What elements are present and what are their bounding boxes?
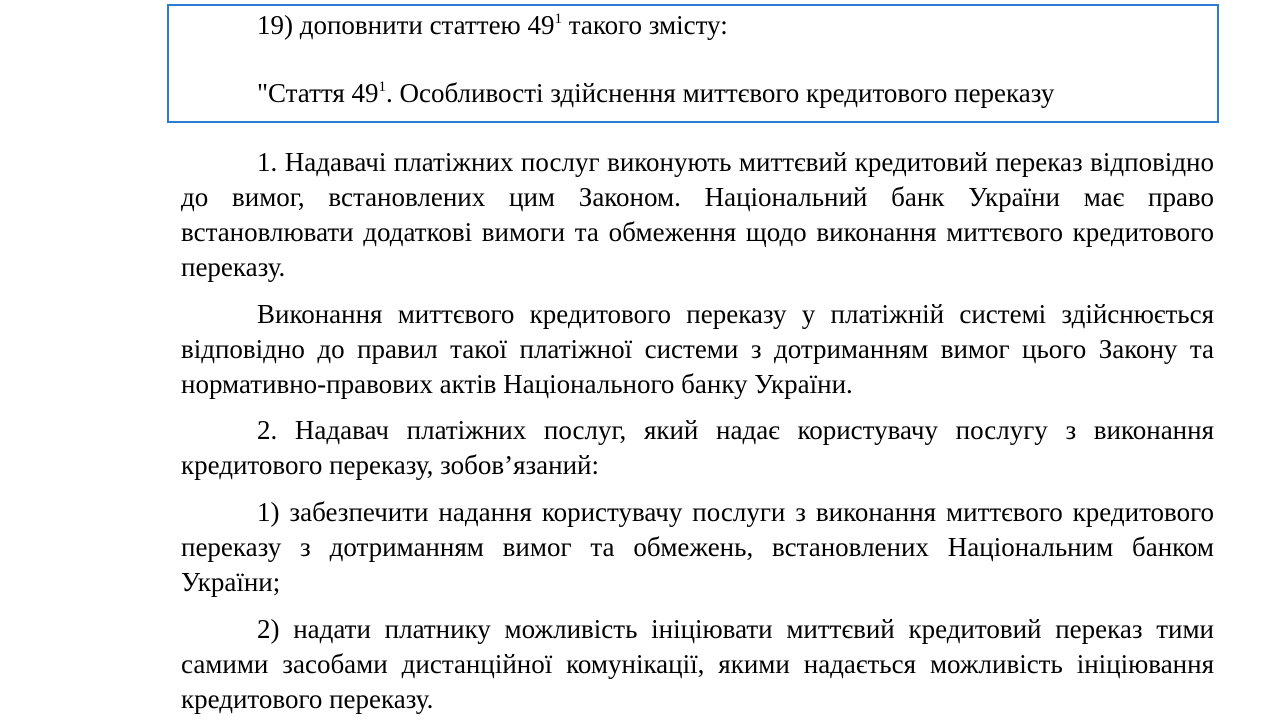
paragraph-2: Виконання миттєвого кредитового переказу у платіжній системі здійснюється відповідно до правил такої платіжної системи з дотриманням вимог цього Закону та нормативно-правових актів Національного банку України. xyxy=(181,299,1214,399)
amendment-instruction-text: 19) доповнити статтею 49 xyxy=(257,10,555,40)
amendment-instruction-suffix: такого змісту: xyxy=(561,10,728,40)
article-title-superscript: 1 xyxy=(378,79,386,95)
article-superscript: 1 xyxy=(554,11,562,27)
paragraph-1: 1. Надавачі платіжних послуг виконують миттєвий кредитовий переказ відповідно до вимог, встановлених цим Законом. Національний банк України має право встановлювати додаткові вимоги та обмеження щодо виконання миттєвого кредитового переказу. xyxy=(181,147,1214,282)
paragraph-5: 2) надати платнику можливість ініціювати миттєвий кредитовий переказ тими самими засобами дистанційної комунікації, якими надається можливість ініціювання кредитового переказу. xyxy=(181,614,1214,714)
article-title xyxy=(257,76,1054,110)
paragraph-3: 2. Надавач платіжних послуг, який надає користувачу послугу з виконання кредитового переказу, зобов’язаний: xyxy=(181,415,1214,480)
article-title-prefix: "Стаття 49 xyxy=(257,78,379,108)
article-title-suffix: . Особливості здійснення миттєвого кредитового переказу xyxy=(386,78,1055,108)
paragraph-4: 1) забезпечити надання користувачу послуги з виконання миттєвого кредитового переказу з дотриманням вимог та обмежень, встановлених Національним банком України; xyxy=(181,497,1214,597)
amendment-instruction xyxy=(257,8,728,42)
